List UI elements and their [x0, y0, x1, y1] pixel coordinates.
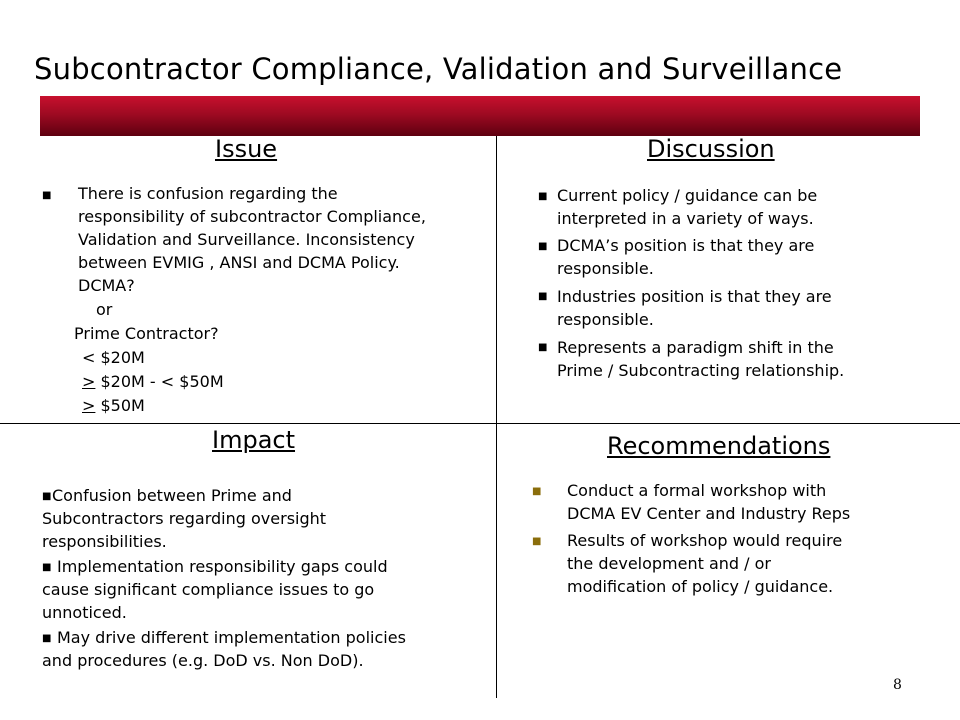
- issue-line-4: between EVMIG , ANSI and DCMA Policy.: [78, 253, 400, 272]
- vertical-divider: [496, 136, 497, 698]
- discussion-heading: Discussion: [647, 135, 775, 163]
- bullet-icon: ■: [538, 241, 548, 252]
- bullet-icon: ■: [538, 342, 548, 353]
- page-number: 8: [893, 677, 902, 693]
- recommendation-item-1-line-1: Conduct a formal workshop with: [567, 481, 827, 500]
- issue-heading: Issue: [215, 135, 278, 163]
- issue-question-prime: Prime Contractor?: [74, 324, 219, 343]
- title-banner: [40, 96, 920, 136]
- bullet-icon: ■: [532, 536, 542, 547]
- threshold-20m-50m: [82, 370, 224, 393]
- impact-item-1-line-1: Confusion between Prime and: [52, 486, 292, 505]
- discussion-item-4-line-1: Represents a paradigm shift in the: [557, 338, 834, 357]
- recommendation-item-1-line-2: DCMA EV Center and Industry Reps: [567, 504, 851, 523]
- discussion-item-4-line-2: Prime / Subcontracting relationship.: [557, 361, 845, 380]
- impact-item-1-line-2: Subcontractors regarding oversight: [42, 509, 327, 528]
- gte-symbol: >: [82, 396, 96, 415]
- issue-line-2: responsibility of subcontractor Compliance,: [78, 207, 426, 226]
- threshold-over-50m: [82, 394, 145, 417]
- recommendation-item-2-line-3: modification of policy / guidance.: [567, 577, 834, 596]
- discussion-item-3-line-1: Industries position is that they are: [557, 287, 832, 306]
- recommendations-heading: Recommendations: [607, 432, 831, 460]
- bullet-icon: ■: [532, 486, 542, 497]
- bullet-icon: ■: [42, 633, 52, 644]
- impact-item-3-line-1: May drive different implementation policies: [57, 628, 406, 647]
- discussion-item-2-line-1: DCMA’s position is that they are: [557, 236, 815, 255]
- issue-question-dcma: DCMA?: [78, 276, 135, 295]
- bullet-icon: ■: [42, 562, 52, 573]
- bullet-icon: ■: [42, 491, 52, 502]
- slide-title: Subcontractor Compliance, Validation and Surveillance: [34, 52, 843, 86]
- impact-item-2-line-2: cause significant compliance issues to go: [42, 580, 375, 599]
- discussion-item-1-line-1: Current policy / guidance can be: [557, 186, 818, 205]
- impact-heading: Impact: [212, 426, 296, 454]
- threshold-20m-50m-text: $20M - < $50M: [95, 372, 224, 391]
- impact-item-1-line-3: responsibilities.: [42, 532, 167, 551]
- impact-item-2-line-3: unnoticed.: [42, 603, 127, 622]
- bullet-icon: ■: [42, 190, 52, 201]
- threshold-under-20m: < $20M: [82, 348, 145, 367]
- recommendation-item-2-line-1: Results of workshop would require: [567, 531, 843, 550]
- discussion-item-2-line-2: responsible.: [557, 259, 654, 278]
- discussion-item-3-line-2: responsible.: [557, 310, 654, 329]
- issue-or: or: [96, 300, 113, 319]
- bullet-icon: ■: [538, 191, 548, 202]
- threshold-over-50m-text: $50M: [95, 396, 145, 415]
- impact-item-3-line-2: and procedures (e.g. DoD vs. Non DoD).: [42, 651, 364, 670]
- issue-line-1: There is confusion regarding the: [78, 184, 338, 203]
- recommendation-item-2-line-2: the development and / or: [567, 554, 772, 573]
- impact-item-2-line-1: Implementation responsibility gaps could: [57, 557, 388, 576]
- issue-line-3: Validation and Surveillance. Inconsistency: [78, 230, 415, 249]
- horizontal-divider: [0, 423, 960, 424]
- discussion-item-1-line-2: interpreted in a variety of ways.: [557, 209, 814, 228]
- bullet-icon: ■: [538, 291, 548, 302]
- gte-symbol: >: [82, 372, 96, 391]
